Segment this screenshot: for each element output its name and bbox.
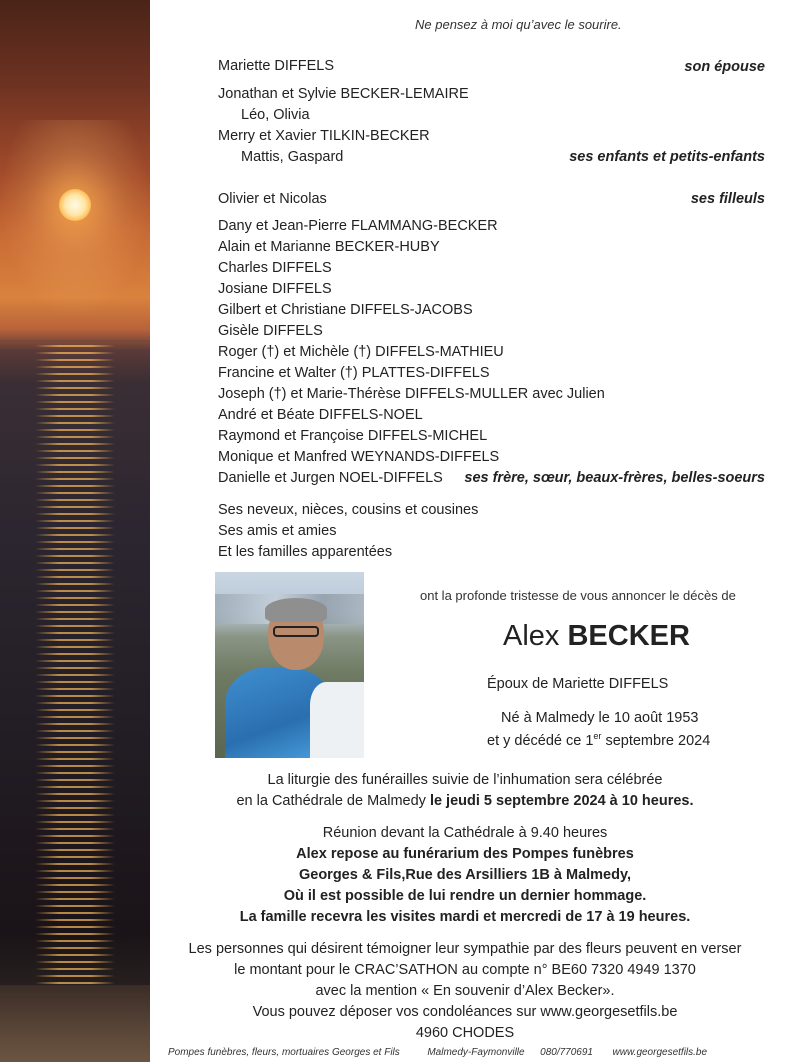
spouse-line: Époux de Mariette DIFFELS [487,676,669,692]
photo-hair [265,598,327,622]
children-role: ses enfants et petits-enfants [569,149,765,165]
condolences-line: Vous pouvez déposer vos condoléances sur www.georgesetfils.be [252,1004,678,1020]
funeral-line: La liturgie des funérailles suivie de l’inhumation sera célébrée [267,772,663,788]
donation-line: le montant pour le CRAC’SATHON au compte n° BE60 7320 4949 1370 [234,962,696,978]
siblings-role: ses frère, sœur, beaux-frères, belles-soeurs [464,470,765,486]
footer-phone: 080/770691 [540,1047,593,1058]
sibling-line: Raymond et Françoise DIFFELS-MICHEL [218,428,488,444]
godchildren-name: Olivier et Nicolas [218,191,327,207]
sunset-photo [0,0,150,1062]
address-line: 4960 CHODES [415,1025,515,1041]
child-line: Merry et Xavier TILKIN-BECKER [218,128,430,144]
sibling-line: Josiane DIFFELS [218,281,332,297]
others-line: Ses amis et amies [218,523,337,539]
grandchildren-line: Mattis, Gaspard [241,149,344,165]
donation-line: avec la mention « En souvenir d’Alex Becker». [315,983,615,999]
donation-line: Les personnes qui désirent témoigner leur sympathie par des fleurs peuvent en verser [188,941,742,957]
death-line [487,731,710,749]
spouse-name: Mariette DIFFELS [218,58,335,74]
funerarium-line: Georges & Fils,Rue des Arsilliers 1B à Malmedy, [298,867,631,883]
sibling-line: Roger (†) et Michèle (†) DIFFELS-MATHIEU [218,344,504,360]
deceased-last-name: BECKER [567,620,690,652]
others-line: Et les familles apparentées [218,544,393,560]
footer-website[interactable]: www.georgesetfils.be [612,1047,708,1058]
motto: Ne pensez à moi qu’avec le sourire. [415,17,622,32]
sun-reflection [35,345,115,985]
photo-glasses [273,626,319,637]
footer [168,1047,707,1058]
deceased-name [503,620,690,653]
death-suffix: septembre 2024 [601,733,711,749]
meeting-line: Réunion devant la Cathédrale à 9.40 heures [322,825,608,841]
portrait-photo [215,572,364,758]
sun [59,189,91,221]
visits-line: La famille recevra les visites mardi et mercredi de 17 à 19 heures. [239,909,691,925]
deceased-first-name: Alex [503,620,560,652]
sibling-line: Gilbert et Christiane DIFFELS-JACOBS [218,302,473,318]
funeral-date-line [150,793,780,809]
grandchildren-line: Léo, Olivia [241,107,310,123]
sibling-line: Monique et Manfred WEYNANDS-DIFFELS [218,449,500,465]
birth-line: Né à Malmedy le 10 août 1953 [501,710,699,726]
funerarium-line: Alex repose au funérarium des Pompes funèbres [296,846,634,862]
sibling-line: Gisèle DIFFELS [218,323,323,339]
photo-shirt [310,682,364,758]
death-sup: er [593,731,602,741]
sibling-line: Danielle et Jurgen NOEL-DIFFELS [218,470,443,486]
funeral-date: le jeudi 5 septembre 2024 à 10 heures. [429,793,694,809]
others-line: Ses neveux, nièces, cousins et cousines [218,502,479,518]
sibling-line: Francine et Walter (†) PLATTES-DIFFELS [218,365,490,381]
child-line: Jonathan et Sylvie BECKER-LEMAIRE [218,86,469,102]
sibling-line: Joseph (†) et Marie-Thérèse DIFFELS-MULLER avec Julien [218,386,605,402]
footer-location: Malmedy-Faymonville [427,1047,525,1058]
horizon-line [0,340,150,342]
sibling-line: Charles DIFFELS [218,260,332,276]
funeral-location: en la Cathédrale de Malmedy [236,793,430,809]
sibling-line: Dany et Jean-Pierre FLAMMANG-BECKER [218,218,498,234]
shore [0,985,150,1062]
spouse-role: son épouse [684,59,765,75]
godchildren-role: ses filleuls [690,191,765,207]
sibling-line: André et Béate DIFFELS-NOEL [218,407,423,423]
announcement: ont la profonde tristesse de vous annoncer le décès de [420,588,736,603]
funerarium-line: Où il est possible de lui rendre un dernier hommage. [283,888,647,904]
death-prefix: et y décédé ce 1 [487,733,594,749]
sibling-line: Alain et Marianne BECKER-HUBY [218,239,440,255]
footer-company: Pompes funèbres, fleurs, mortuaires Georges et Fils [168,1047,400,1058]
